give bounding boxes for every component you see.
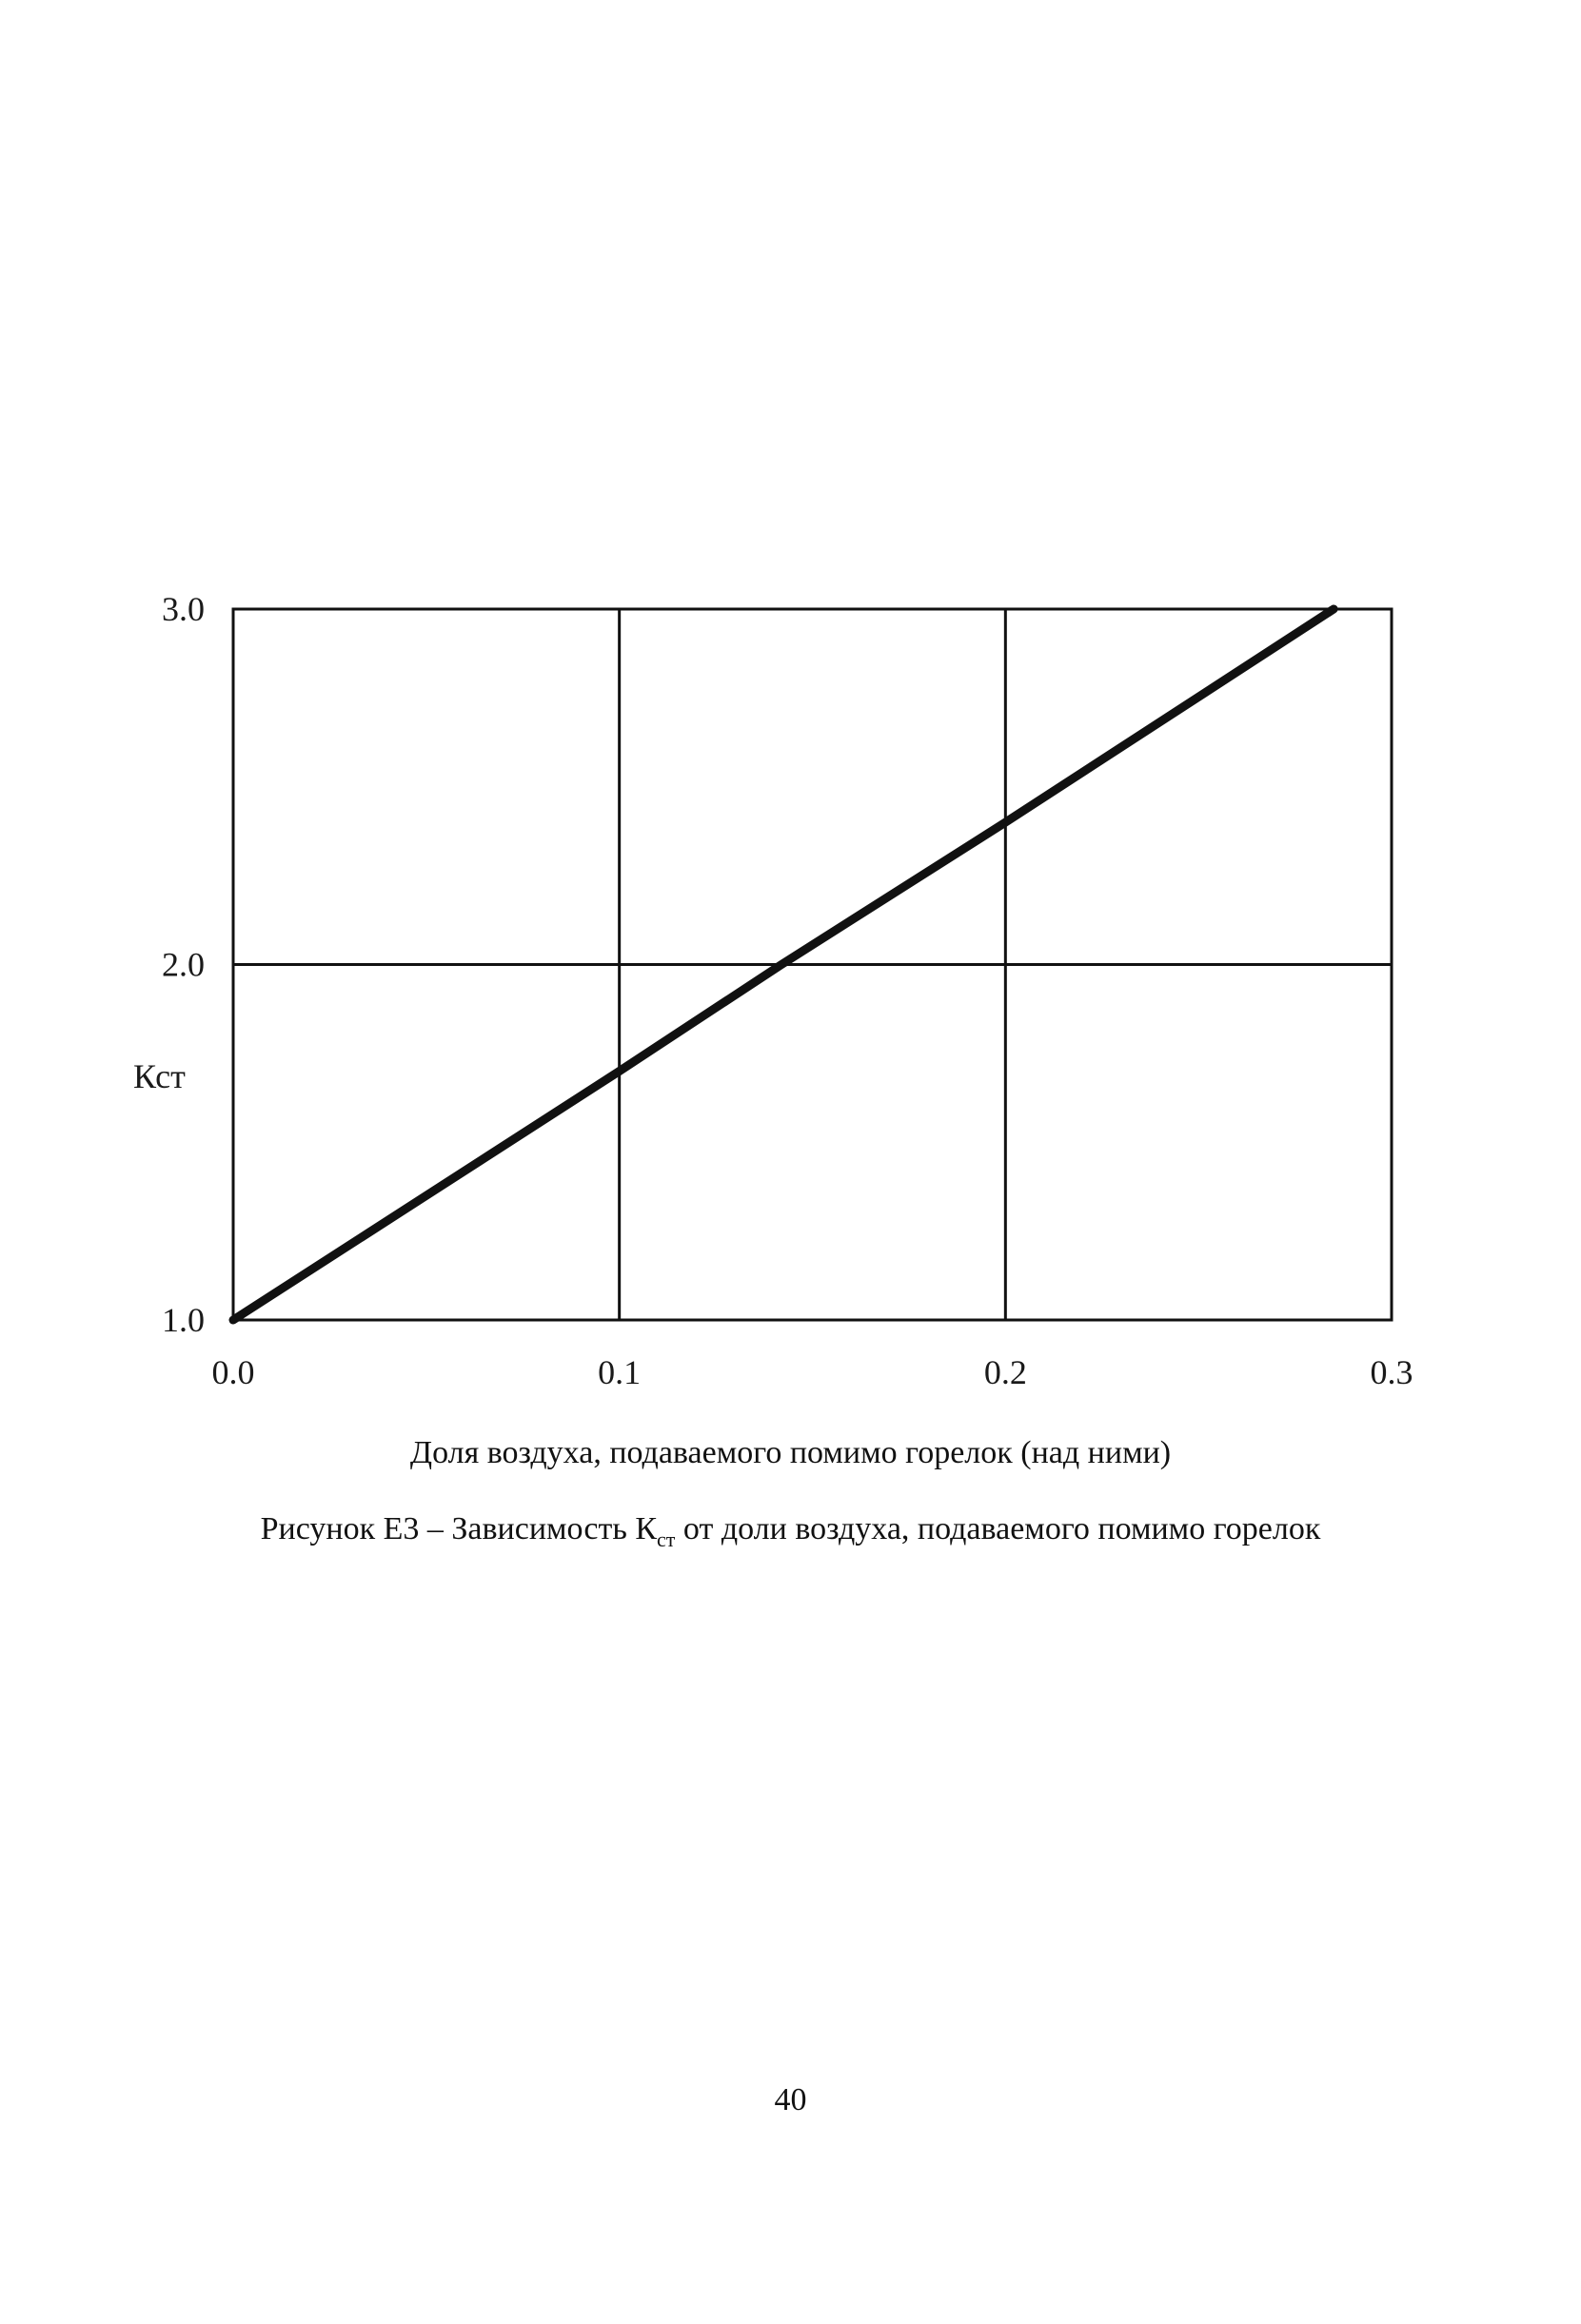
caption-prefix: Рисунок Е3 – Зависимость К (260, 1511, 658, 1546)
x-tick-label-3: 0.3 (1370, 1353, 1413, 1391)
x-tick-label-1: 0.1 (598, 1353, 642, 1391)
page-number: 40 (774, 2082, 807, 2117)
caption-subscript: ст (657, 1527, 676, 1551)
caption-suffix: от доли воздуха, подаваемого помимо горелок (675, 1511, 1321, 1546)
x-tick-label-0: 0.0 (211, 1353, 255, 1391)
y-tick-label-2: 3.0 (162, 590, 205, 628)
y-tick-label-1: 2.0 (162, 945, 205, 984)
grid (233, 609, 1392, 1320)
figure-caption (0, 1511, 1581, 1551)
y-axis-label: Кст (133, 1057, 186, 1095)
x-tick-labels (212, 1353, 1413, 1391)
x-tick-label-2: 0.2 (983, 1353, 1027, 1391)
y-tick-label-0: 1.0 (162, 1301, 205, 1339)
x-axis-label: Доля воздуха, подаваемого помимо горелок (над ними) (409, 1435, 1172, 1470)
y-tick-labels (162, 590, 205, 1339)
